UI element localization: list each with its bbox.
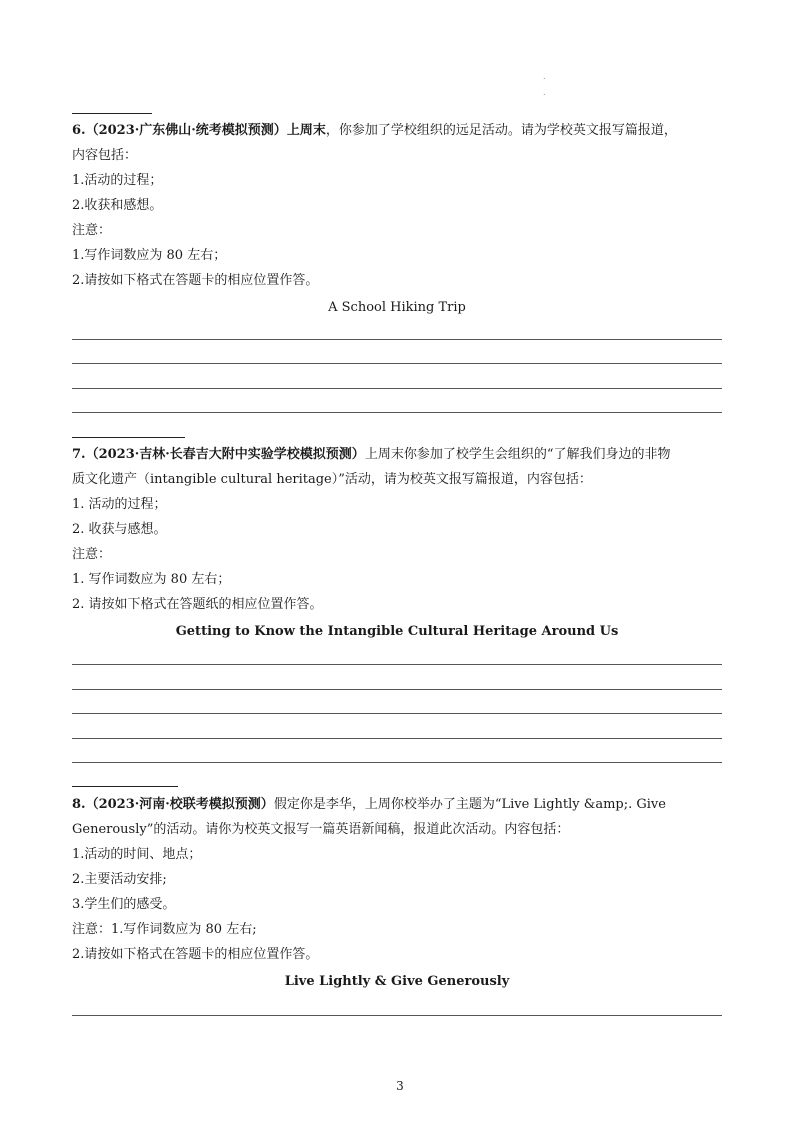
answer-line (72, 689, 722, 690)
answer-line (72, 762, 722, 763)
list-item: 1.活动的时间、地点； (72, 847, 202, 862)
question-source: （2023·广东佛山·统考模拟预测） (85, 123, 287, 138)
question-separator (72, 437, 185, 438)
answer-line (72, 738, 722, 739)
answer-line (72, 388, 722, 389)
question-number: 6. (72, 123, 86, 138)
answer-line (72, 713, 722, 714)
question-separator (72, 113, 152, 114)
question-source: （2023·河南·校联考模拟预测） (85, 797, 274, 812)
prompt-text: 质文化遗产（intangible cultural heritage）”活动，请为校英文报写篇报道，内容包括： (72, 472, 592, 487)
question-source: （2023·吉林·长春吉大附中实验学校模拟预测） (85, 447, 365, 462)
notes-label: 注意：1.写作词数应为 80 左右; (72, 922, 257, 937)
question-number: 7. (72, 447, 86, 462)
list-item: 1. 活动的过程； (72, 497, 167, 512)
note-item: 1. 写作词数应为 80 左右； (72, 572, 231, 587)
list-item: 3.学生们的感受。 (72, 897, 176, 912)
prompt-text: ，你参加了学校组织的远足活动。请为学校英文报写篇报道， (325, 123, 677, 138)
note-item: 2. 请按如下格式在答题纸的相应位置作答。 (72, 597, 323, 612)
question-8 (72, 792, 722, 993)
prompt-text: 上周末你参加了校学生会组织的“了解我们身边的非物 (364, 447, 671, 462)
note-item: 2.请按如下格式在答题卡的相应位置作答。 (72, 947, 319, 962)
essay-title: Live Lightly & Give Generously (284, 974, 510, 989)
list-item: 1.活动的过程； (72, 173, 163, 188)
notes-label: 注意： (72, 223, 112, 238)
list-item: 2. 收获与感想。 (72, 522, 167, 537)
answer-line (72, 339, 722, 340)
answer-line (72, 1015, 722, 1016)
header-mark: . (543, 88, 546, 97)
answer-line (72, 363, 722, 364)
prompt-text: 内容包括： (72, 148, 138, 163)
page-number: 3 (396, 1079, 404, 1093)
question-6 (72, 118, 722, 319)
answer-line (72, 664, 722, 665)
question-number: 8. (72, 797, 86, 812)
prompt-bold: 上周末 (286, 123, 326, 138)
question-separator (72, 786, 178, 787)
essay-title: A School Hiking Trip (328, 300, 466, 315)
note-item: 2.请按如下格式在答题卡的相应位置作答。 (72, 273, 319, 288)
header-mark: . (543, 72, 546, 81)
notes-label: 注意： (72, 547, 112, 562)
answer-line (72, 412, 722, 413)
question-7 (72, 442, 722, 643)
essay-title: Getting to Know the Intangible Cultural Heritage Around Us (175, 624, 619, 639)
list-item: 2.收获和感想。 (72, 198, 163, 213)
prompt-text: Generously”的活动。请你为校英文报写一篇英语新闻稿，报道此次活动。内容包括： (72, 822, 570, 837)
note-item: 1.写作词数应为 80 左右； (72, 248, 227, 263)
list-item: 2.主要活动安排; (72, 872, 167, 887)
prompt-text: 假定你是李华，上周你校举办了主题为“Live Lightly &amp;. Give (273, 797, 666, 812)
